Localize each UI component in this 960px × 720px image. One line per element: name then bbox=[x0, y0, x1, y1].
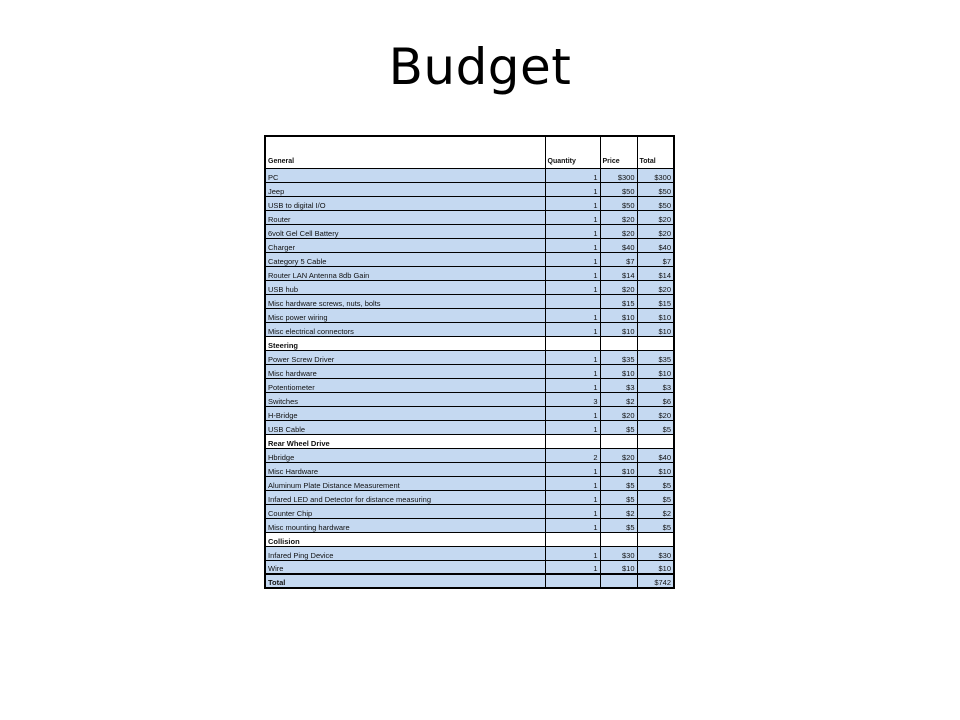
item-name: Power Screw Driver bbox=[265, 350, 545, 364]
item-quantity: 1 bbox=[545, 518, 600, 532]
item-total: $2 bbox=[637, 504, 674, 518]
item-name: Infared Ping Device bbox=[265, 546, 545, 560]
item-name: H-Bridge bbox=[265, 406, 545, 420]
item-quantity: 1 bbox=[545, 266, 600, 280]
item-price: $20 bbox=[600, 448, 637, 462]
item-name: Aluminum Plate Distance Measurement bbox=[265, 476, 545, 490]
item-total: $7 bbox=[637, 252, 674, 266]
section-label: Collision bbox=[265, 532, 545, 546]
item-total: $20 bbox=[637, 280, 674, 294]
item-total: $10 bbox=[637, 308, 674, 322]
table-row bbox=[265, 308, 674, 322]
item-total: $10 bbox=[637, 364, 674, 378]
table-row bbox=[265, 406, 674, 420]
section-label: Rear Wheel Drive bbox=[265, 434, 545, 448]
budget-table bbox=[264, 135, 675, 589]
table-row bbox=[265, 490, 674, 504]
item-total: $20 bbox=[637, 210, 674, 224]
item-name: Infared LED and Detector for distance measuring bbox=[265, 490, 545, 504]
item-quantity: 1 bbox=[545, 364, 600, 378]
item-total: $50 bbox=[637, 196, 674, 210]
header-total: Total bbox=[637, 136, 674, 168]
item-price: $5 bbox=[600, 518, 637, 532]
header-general: General bbox=[265, 136, 545, 168]
item-total: $5 bbox=[637, 476, 674, 490]
item-name: Wire bbox=[265, 560, 545, 574]
table-row bbox=[265, 224, 674, 238]
table-row bbox=[265, 392, 674, 406]
item-name: Misc hardware bbox=[265, 364, 545, 378]
item-quantity: 1 bbox=[545, 196, 600, 210]
total-value: $742 bbox=[637, 574, 674, 588]
table-row bbox=[265, 182, 674, 196]
item-total: $10 bbox=[637, 462, 674, 476]
item-name: Charger bbox=[265, 238, 545, 252]
item-name: USB Cable bbox=[265, 420, 545, 434]
item-name: USB to digital I/O bbox=[265, 196, 545, 210]
item-quantity: 1 bbox=[545, 462, 600, 476]
section-label: Steering bbox=[265, 336, 545, 350]
section-row bbox=[265, 336, 674, 350]
header-quantity: Quantity bbox=[545, 136, 600, 168]
section-row bbox=[265, 532, 674, 546]
item-quantity: 1 bbox=[545, 252, 600, 266]
item-price: $5 bbox=[600, 420, 637, 434]
item-quantity: 1 bbox=[545, 210, 600, 224]
item-price: $35 bbox=[600, 350, 637, 364]
item-total: $5 bbox=[637, 420, 674, 434]
item-quantity: 1 bbox=[545, 504, 600, 518]
item-price: $3 bbox=[600, 378, 637, 392]
section-empty-cell bbox=[600, 336, 637, 350]
item-quantity: 1 bbox=[545, 238, 600, 252]
item-price: $50 bbox=[600, 196, 637, 210]
table-row bbox=[265, 238, 674, 252]
item-name: Misc hardware screws, nuts, bolts bbox=[265, 294, 545, 308]
item-price: $300 bbox=[600, 168, 637, 182]
item-quantity: 1 bbox=[545, 280, 600, 294]
table-row bbox=[265, 266, 674, 280]
total-label: Total bbox=[265, 574, 545, 588]
item-price: $20 bbox=[600, 224, 637, 238]
table-row bbox=[265, 322, 674, 336]
item-price: $5 bbox=[600, 490, 637, 504]
item-price: $50 bbox=[600, 182, 637, 196]
item-total: $50 bbox=[637, 182, 674, 196]
item-total: $3 bbox=[637, 378, 674, 392]
item-name: Misc Hardware bbox=[265, 462, 545, 476]
item-total: $15 bbox=[637, 294, 674, 308]
table-row bbox=[265, 210, 674, 224]
item-total: $14 bbox=[637, 266, 674, 280]
item-quantity: 1 bbox=[545, 378, 600, 392]
item-name: Router bbox=[265, 210, 545, 224]
item-name: Hbridge bbox=[265, 448, 545, 462]
item-quantity: 3 bbox=[545, 392, 600, 406]
section-empty-cell bbox=[637, 532, 674, 546]
item-price: $10 bbox=[600, 560, 637, 574]
item-quantity bbox=[545, 294, 600, 308]
item-price: $14 bbox=[600, 266, 637, 280]
item-total: $5 bbox=[637, 490, 674, 504]
item-quantity: 1 bbox=[545, 420, 600, 434]
section-empty-cell bbox=[600, 532, 637, 546]
item-total: $40 bbox=[637, 238, 674, 252]
table-row bbox=[265, 518, 674, 532]
item-total: $5 bbox=[637, 518, 674, 532]
budget-table-body bbox=[265, 168, 674, 574]
total-price-cell bbox=[600, 574, 637, 588]
item-price: $20 bbox=[600, 406, 637, 420]
item-total: $6 bbox=[637, 392, 674, 406]
table-row bbox=[265, 378, 674, 392]
item-price: $30 bbox=[600, 546, 637, 560]
section-empty-cell bbox=[545, 532, 600, 546]
item-quantity: 1 bbox=[545, 560, 600, 574]
item-price: $10 bbox=[600, 462, 637, 476]
item-total: $40 bbox=[637, 448, 674, 462]
item-name: USB hub bbox=[265, 280, 545, 294]
item-quantity: 1 bbox=[545, 322, 600, 336]
item-name: Misc electrical connectors bbox=[265, 322, 545, 336]
section-empty-cell bbox=[545, 336, 600, 350]
item-quantity: 1 bbox=[545, 308, 600, 322]
table-header-row bbox=[265, 136, 674, 168]
header-price: Price bbox=[600, 136, 637, 168]
item-price: $10 bbox=[600, 308, 637, 322]
section-row bbox=[265, 434, 674, 448]
section-empty-cell bbox=[545, 434, 600, 448]
item-total: $35 bbox=[637, 350, 674, 364]
table-row bbox=[265, 448, 674, 462]
item-price: $40 bbox=[600, 238, 637, 252]
total-quantity-cell bbox=[545, 574, 600, 588]
item-quantity: 1 bbox=[545, 224, 600, 238]
item-price: $10 bbox=[600, 322, 637, 336]
item-name: Jeep bbox=[265, 182, 545, 196]
item-quantity: 1 bbox=[545, 546, 600, 560]
table-row bbox=[265, 196, 674, 210]
item-quantity: 1 bbox=[545, 406, 600, 420]
item-price: $15 bbox=[600, 294, 637, 308]
item-price: $2 bbox=[600, 504, 637, 518]
item-quantity: 1 bbox=[545, 476, 600, 490]
item-total: $300 bbox=[637, 168, 674, 182]
total-row bbox=[265, 574, 674, 588]
table-row bbox=[265, 294, 674, 308]
table-row bbox=[265, 350, 674, 364]
table-row bbox=[265, 476, 674, 490]
slide-title: Budget bbox=[388, 38, 572, 96]
item-price: $5 bbox=[600, 476, 637, 490]
item-name: Counter Chip bbox=[265, 504, 545, 518]
item-name: PC bbox=[265, 168, 545, 182]
item-price: $7 bbox=[600, 252, 637, 266]
item-total: $10 bbox=[637, 560, 674, 574]
section-empty-cell bbox=[637, 336, 674, 350]
section-empty-cell bbox=[637, 434, 674, 448]
item-price: $20 bbox=[600, 280, 637, 294]
item-name: Router LAN Antenna 8db Gain bbox=[265, 266, 545, 280]
item-name: Switches bbox=[265, 392, 545, 406]
item-name: Misc mounting hardware bbox=[265, 518, 545, 532]
item-quantity: 1 bbox=[545, 182, 600, 196]
item-total: $10 bbox=[637, 322, 674, 336]
item-quantity: 1 bbox=[545, 350, 600, 364]
item-quantity: 1 bbox=[545, 490, 600, 504]
item-total: $20 bbox=[637, 224, 674, 238]
item-price: $20 bbox=[600, 210, 637, 224]
item-name: Misc power wiring bbox=[265, 308, 545, 322]
section-empty-cell bbox=[600, 434, 637, 448]
item-quantity: 2 bbox=[545, 448, 600, 462]
table-row bbox=[265, 252, 674, 266]
item-name: Category 5 Cable bbox=[265, 252, 545, 266]
item-total: $30 bbox=[637, 546, 674, 560]
table-row bbox=[265, 504, 674, 518]
table-row bbox=[265, 280, 674, 294]
table-row bbox=[265, 364, 674, 378]
item-quantity: 1 bbox=[545, 168, 600, 182]
table-row bbox=[265, 546, 674, 560]
item-price: $2 bbox=[600, 392, 637, 406]
table-row bbox=[265, 462, 674, 476]
table-row bbox=[265, 560, 674, 574]
table-row bbox=[265, 420, 674, 434]
item-name: 6volt Gel Cell Battery bbox=[265, 224, 545, 238]
item-name: Potentiometer bbox=[265, 378, 545, 392]
item-total: $20 bbox=[637, 406, 674, 420]
item-price: $10 bbox=[600, 364, 637, 378]
table-row bbox=[265, 168, 674, 182]
